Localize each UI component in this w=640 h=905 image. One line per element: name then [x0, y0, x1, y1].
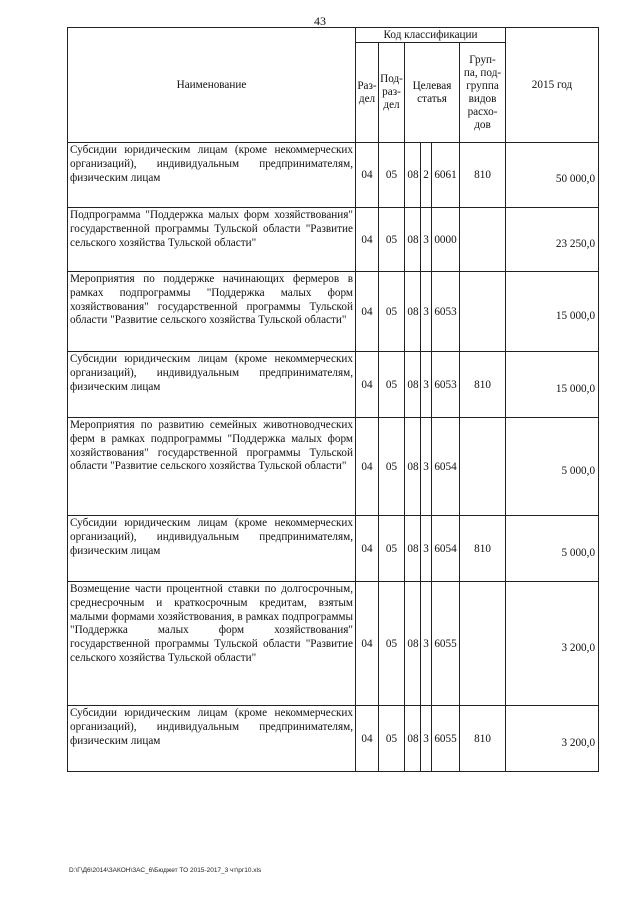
row-subsection: 05 — [379, 418, 405, 516]
row-name: Субсидии юридическим лицам (кроме некоммерческих организаций), индивидуальным предпринимателям, физическим лицам — [68, 516, 356, 582]
row-target-program: 08 — [405, 706, 421, 772]
table-row — [68, 208, 599, 272]
row-name: Возмещение части процентной ставки по долгосрочным, среднесрочным и краткосрочным кредитам, взятым малыми формами хозяйствования, в рамках подпрограммы "Поддержка малых форм хозяйствования" государственной программы Тульской области "Развитие сельского хозяйства Тульской области" — [68, 582, 356, 706]
table-row — [68, 418, 599, 516]
row-section: 04 — [356, 208, 379, 272]
table-row — [68, 516, 599, 582]
row-expense-group — [460, 418, 506, 516]
row-subsection: 05 — [379, 143, 405, 208]
row-subsection: 05 — [379, 208, 405, 272]
row-target-program: 08 — [405, 516, 421, 582]
table-row — [68, 352, 599, 418]
header-classification: Код классификации — [356, 28, 506, 43]
row-amount: 5 000,0 — [506, 516, 599, 582]
row-amount: 5 000,0 — [506, 418, 599, 516]
row-section: 04 — [356, 143, 379, 208]
page-number: 43 — [314, 14, 326, 28]
row-target-subprogram: 3 — [421, 208, 432, 272]
header-expense-group: Груп- па, под- группа видов расхо- дов — [460, 43, 506, 143]
table-row — [68, 143, 599, 208]
header-target-article: Целевая статья — [405, 43, 460, 143]
row-target-program: 08 — [405, 143, 421, 208]
row-target-program: 08 — [405, 582, 421, 706]
row-target-direction: 6053 — [432, 352, 460, 418]
row-expense-group — [460, 582, 506, 706]
row-section: 04 — [356, 516, 379, 582]
row-target-subprogram: 3 — [421, 418, 432, 516]
header-subsection: Под- раз- дел — [379, 43, 405, 143]
row-section: 04 — [356, 418, 379, 516]
row-subsection: 05 — [379, 582, 405, 706]
row-subsection: 05 — [379, 352, 405, 418]
row-section: 04 — [356, 706, 379, 772]
budget-table — [67, 27, 599, 772]
row-amount: 3 200,0 — [506, 706, 599, 772]
file-path-footer: D:\Г\Д6\2014\ЗАКОН\ЗАС_6\Бюджет ТО 2015-2017_3 чт\рг10.xls — [69, 867, 262, 874]
row-target-direction: 6061 — [432, 143, 460, 208]
row-target-direction: 6054 — [432, 516, 460, 582]
row-subsection: 05 — [379, 706, 405, 772]
row-target-direction: 6055 — [432, 582, 460, 706]
row-amount: 15 000,0 — [506, 352, 599, 418]
row-target-subprogram: 3 — [421, 582, 432, 706]
row-target-program: 08 — [405, 208, 421, 272]
row-target-direction: 0000 — [432, 208, 460, 272]
row-expense-group: 810 — [460, 143, 506, 208]
row-target-direction: 6054 — [432, 418, 460, 516]
row-expense-group: 810 — [460, 352, 506, 418]
row-section: 04 — [356, 272, 379, 352]
row-target-program: 08 — [405, 418, 421, 516]
table-row — [68, 272, 599, 352]
row-subsection: 05 — [379, 272, 405, 352]
row-target-program: 08 — [405, 352, 421, 418]
row-name: Мероприятия по поддержке начинающих фермеров в рамках подпрограммы "Поддержка малых форм хозяйствования" государственной программы Тульской области "Развитие сельского хозяйства Тульской области" — [68, 272, 356, 352]
row-section: 04 — [356, 582, 379, 706]
table-row — [68, 582, 599, 706]
row-name: Мероприятия по развитию семейных животноводческих ферм в рамках подпрограммы "Поддержка малых форм хозяйствования" государственной программы Тульской области "Развитие сельского хозяйства Тульской области" — [68, 418, 356, 516]
row-name: Субсидии юридическим лицам (кроме некоммерческих организаций), индивидуальным предпринимателям, физическим лицам — [68, 706, 356, 772]
row-target-subprogram: 2 — [421, 143, 432, 208]
row-target-program: 08 — [405, 272, 421, 352]
row-amount: 50 000,0 — [506, 143, 599, 208]
row-target-subprogram: 3 — [421, 706, 432, 772]
row-name: Субсидии юридическим лицам (кроме некоммерческих организаций), индивидуальным предпринимателям, физическим лицам — [68, 352, 356, 418]
row-section: 04 — [356, 352, 379, 418]
row-name: Подпрограмма "Поддержка малых форм хозяйствования" государственной программы Тульской области "Развитие сельского хозяйства Тульской области" — [68, 208, 356, 272]
row-target-subprogram: 3 — [421, 352, 432, 418]
header-year: 2015 год — [506, 28, 599, 143]
row-subsection: 05 — [379, 516, 405, 582]
row-expense-group — [460, 272, 506, 352]
header-name: Наименование — [68, 28, 356, 143]
row-expense-group: 810 — [460, 706, 506, 772]
row-expense-group: 810 — [460, 516, 506, 582]
table-row — [68, 706, 599, 772]
header-section: Раз- дел — [356, 43, 379, 143]
row-amount: 23 250,0 — [506, 208, 599, 272]
row-target-subprogram: 3 — [421, 272, 432, 352]
row-amount: 15 000,0 — [506, 272, 599, 352]
row-expense-group — [460, 208, 506, 272]
row-target-direction: 6055 — [432, 706, 460, 772]
row-amount: 3 200,0 — [506, 582, 599, 706]
row-target-subprogram: 3 — [421, 516, 432, 582]
row-name: Субсидии юридическим лицам (кроме некоммерческих организаций), индивидуальным предпринимателям, физическим лицам — [68, 143, 356, 208]
row-target-direction: 6053 — [432, 272, 460, 352]
